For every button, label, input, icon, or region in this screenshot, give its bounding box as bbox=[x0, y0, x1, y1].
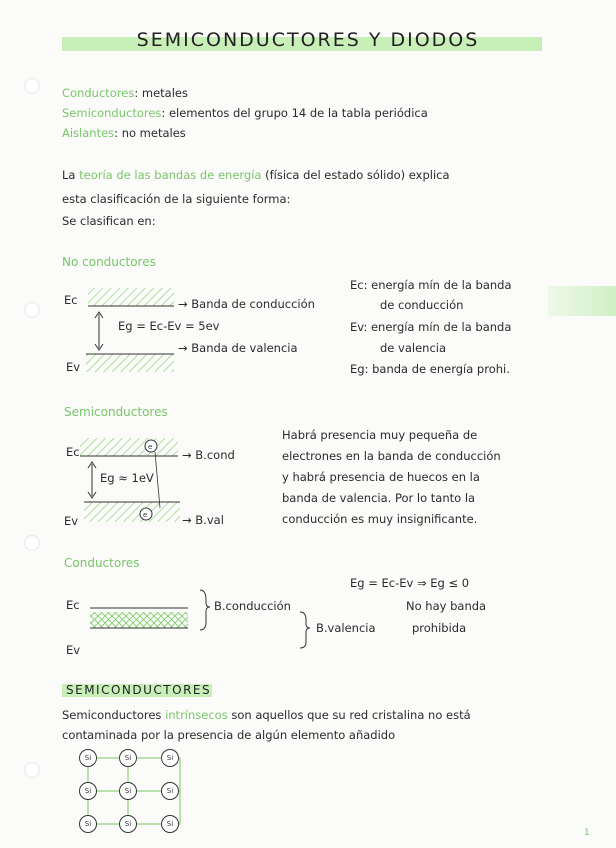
aislantes-label: Aislantes bbox=[62, 126, 115, 140]
nc-banda-conduccion: → Banda de conducción bbox=[178, 297, 315, 311]
margin-highlight bbox=[548, 286, 616, 316]
c-b-valencia: B.valencia bbox=[316, 621, 376, 635]
sc-conduction-band bbox=[80, 438, 178, 456]
sc-b-val: → B.val bbox=[182, 513, 224, 527]
c-no-hay: No hay banda bbox=[406, 599, 487, 613]
sc-eg-label: Eg ≈ 1eV bbox=[100, 471, 154, 485]
sc-text-3: y habrá presencia de huecos en la bbox=[282, 470, 480, 484]
sc-valence-band bbox=[84, 502, 180, 522]
sc-emission-line bbox=[155, 452, 160, 508]
page-title: SEMICONDUCTORES Y DIODOS bbox=[136, 29, 480, 51]
teoria-line1-pre: La bbox=[62, 168, 76, 182]
sc-ec-label: Ec bbox=[66, 445, 80, 459]
si-atom: Si bbox=[161, 782, 179, 800]
nc-banda-valencia: → Banda de valencia bbox=[178, 341, 298, 355]
conductores-text: : metales bbox=[134, 86, 188, 100]
svg-text:e: e bbox=[143, 511, 148, 519]
nc-def-1: Ec: energía mín de la banda bbox=[350, 278, 512, 292]
c-prohibida: prohibida bbox=[412, 621, 467, 635]
teoria-line1-post: (física del estado sólido) explica bbox=[265, 168, 450, 182]
c-eg-equation: Eg = Ec-Ev ⇒ Eg ≤ 0 bbox=[350, 576, 470, 590]
sc-text-4: banda de valencia. Por lo tanto la bbox=[282, 491, 476, 505]
semiconductores-label: Semiconductores bbox=[62, 106, 162, 120]
conductores-label: Conductores bbox=[62, 86, 135, 100]
si-atom: Si bbox=[79, 815, 97, 833]
si-atom: Si bbox=[119, 815, 137, 833]
nc-def-2: de conducción bbox=[380, 298, 464, 312]
si-atom: Si bbox=[161, 749, 179, 767]
sc-b-cond: → B.cond bbox=[182, 448, 235, 462]
si-atom: Si bbox=[119, 782, 137, 800]
nc-eg-equation: Eg = Ec-Ev = 5ev bbox=[118, 319, 220, 333]
nc-def-3: Ev: energía mín de la banda bbox=[350, 320, 512, 334]
si-atom: Si bbox=[119, 749, 137, 767]
semiconductores-section-title: SEMICONDUCTORES bbox=[66, 683, 212, 697]
si-atom: Si bbox=[79, 782, 97, 800]
aislantes-text: : no metales bbox=[114, 126, 186, 140]
teoria-line-2: esta clasificación de la siguiente forma: bbox=[62, 192, 291, 206]
semiconductores-text: : elementos del grupo 14 de la tabla periódica bbox=[161, 106, 428, 120]
sc-text-5: conducción es muy insignificante. bbox=[282, 512, 478, 526]
c-ec-label: Ec bbox=[66, 598, 80, 612]
intrinsecos-green: intrínsecos bbox=[165, 708, 228, 722]
intrinsecos-line-2: contaminada por la presencia de algún elemento añadido bbox=[62, 728, 396, 742]
no-conductores-header: No conductores bbox=[62, 255, 156, 269]
teoria-line-3: Se clasifican en: bbox=[62, 214, 156, 228]
si-atom: Si bbox=[79, 749, 97, 767]
c-brace-valencia bbox=[300, 612, 310, 648]
conductores-header: Conductores bbox=[64, 556, 140, 570]
semiconductores-header: Semiconductores bbox=[64, 405, 168, 419]
intrinsecos-post: son aquellos que su red cristalina no está bbox=[231, 708, 471, 722]
nc-ec-label: Ec bbox=[64, 293, 78, 307]
sc-text-1: Habrá presencia muy pequeña de bbox=[282, 428, 478, 442]
c-overlap-band bbox=[90, 612, 188, 628]
nc-conduction-band bbox=[88, 288, 174, 306]
si-atom: Si bbox=[161, 815, 179, 833]
nc-valence-band bbox=[86, 354, 174, 372]
nc-def-5: Eg: banda de energía prohi. bbox=[350, 362, 510, 376]
teoria-line1-green: teoría de las bandas de energía bbox=[79, 168, 262, 182]
nc-ev-label: Ev bbox=[66, 360, 81, 374]
sc-text-2: electrones en la banda de conducción bbox=[282, 449, 501, 463]
c-b-conduccion: B.conducción bbox=[214, 599, 291, 613]
intrinsecos-line-1 bbox=[62, 708, 471, 722]
page-number: 1 bbox=[584, 828, 590, 838]
svg-text:e: e bbox=[148, 443, 153, 451]
c-ev-label: Ev bbox=[66, 643, 81, 657]
sc-ev-label: Ev bbox=[64, 514, 79, 528]
nc-def-4: de valencia bbox=[380, 341, 447, 355]
intrinsecos-pre: Semiconductores bbox=[62, 708, 162, 722]
c-brace-conduccion bbox=[200, 590, 210, 630]
